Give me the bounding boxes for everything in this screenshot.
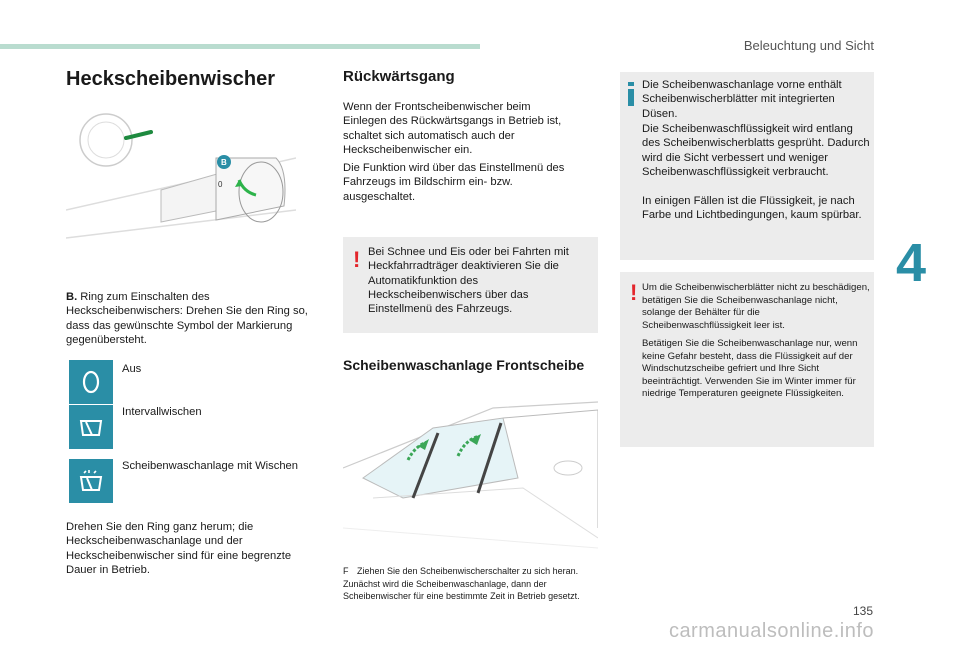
page-title: Heckscheibenwischer [66, 68, 275, 90]
warning-box-snow [343, 237, 598, 333]
b-text: Ring zum Einschalten des Heckscheibenwischers: Drehen Sie den Ring so, dass das gewünschte Symbol der Markierung gegenübersteht. [66, 291, 308, 346]
info-line-1: Die Scheibenwaschanlage vorne enthält Scheibenwischerblätter mit integrierten Düsen. [642, 79, 842, 120]
info-line-2: Die Scheibenwaschflüssigkeit wird entlang des Scheibenwischerblatts gesprüht. Dadurch wird die Sicht verbessert und weniger Scheibenwaschflüssigkeit verbraucht. [642, 123, 870, 178]
off-ring-icon [69, 360, 113, 404]
info-line-3: In einigen Fällen ist die Flüssigkeit, je nach Farbe und Lichtbedingungen, kaum spürbar. [642, 195, 862, 222]
section-heading-reverse: Rückwärtsgang [343, 68, 455, 85]
mode-row-washer [69, 459, 319, 503]
info-icon [626, 82, 636, 111]
mode-label-intermittent: Intervallwischen [122, 406, 202, 418]
caption-washer [343, 565, 599, 603]
mode-row-intermittent [69, 405, 319, 449]
warning-icon: ! [353, 247, 361, 272]
washer-wipe-icon [69, 459, 113, 503]
svg-text:0: 0 [218, 180, 223, 189]
warning-fluid-1: Um die Scheibenwischerblätter nicht zu beschädigen, betätigen Sie die Scheibenwaschanlage nicht, solange der Behälter für die Scheibenwaschflüssigkeit leer ist. [642, 282, 870, 331]
warning-fluid-2: Betätigen Sie die Scheibenwaschanlage nur, wenn keine Gefahr besteht, dass die Flüssigkeit auf der Windschutzscheibe gefriert und Ihre Sicht beeinträchtigt. Verwenden Sie im Winter immer für niedrige Temperaturen geeignete Flüssigkeiten. [642, 338, 858, 399]
windscreen-illustration [343, 398, 598, 556]
warning-box-fluid [620, 272, 874, 447]
caption-symbol: F [343, 566, 349, 576]
reverse-paragraph-2: Die Funktion wird über das Einstellmenü des Fahrzeugs im Bildschirm ein- bzw. ausgeschaltet. [343, 162, 565, 203]
mode-label-off: Aus [122, 363, 142, 375]
mode-row-off [69, 360, 319, 404]
section-title: Beleuchtung und Sicht [743, 38, 874, 53]
chapter-number: 4 [895, 233, 926, 293]
mode-label-washer: Scheibenwaschanlage mit Wischen [122, 460, 298, 472]
watermark: carmanualsonline.info [668, 620, 874, 642]
caption-text: Ziehen Sie den Scheibenwischerschalter zu sich heran. Zunächst wird die Scheibenwaschanlage, dann der Scheibenwischer für eine bestimmte Zeit in Betrieb gesetzt. [343, 566, 580, 601]
warning-icon: ! [630, 280, 638, 305]
figure-label-b: B [221, 158, 227, 167]
wiper-stalk-illustration [66, 110, 296, 245]
warning-text-snow: Bei Schnee und Eis oder bei Fahrten mit Heckfahrradträger deaktivieren Sie die Automatikfunktion des Heckscheibenwischers über das Einstellmenü des Fahrzeugs. [368, 246, 569, 316]
page-number: 135 [852, 604, 873, 618]
b-description [66, 290, 316, 347]
intermittent-wipe-icon [69, 405, 113, 449]
section-heading-washer: Scheibenwaschanlage Frontscheibe [343, 357, 585, 373]
b-marker: B. [66, 291, 78, 303]
header-accent-bar [0, 44, 480, 49]
left-footer-text: Drehen Sie den Ring ganz herum; die Heckscheibenwaschanlage und der Heckscheibenwischer sind für eine begrenzte Dauer in Betrieb. [66, 521, 292, 576]
reverse-paragraph-1: Wenn der Frontscheibenwischer beim Einlegen des Rückwärtsgangs in Betrieb ist, schaltet sich automatisch auch der Heckscheibenwischer ein. [343, 101, 562, 156]
info-box [620, 72, 874, 260]
